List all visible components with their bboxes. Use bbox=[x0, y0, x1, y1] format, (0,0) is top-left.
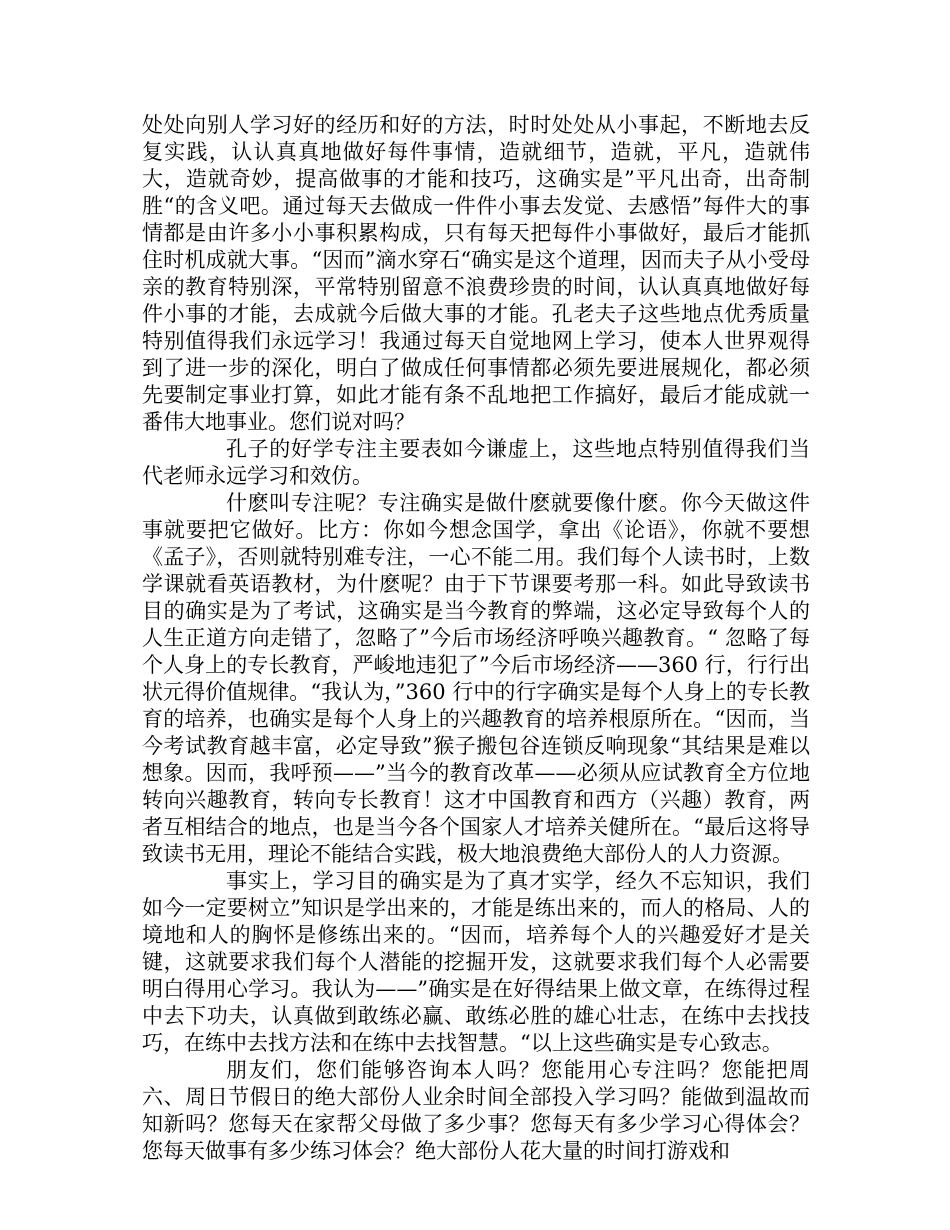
paragraph-1: 处处向别人学习好的经历和好的方法，时时处处从小事起，不断地去反复实践，认认真真地做好每件事情，造就细节，造就，平凡，造就伟大，造就奇妙，提高做事的才能和技巧，这确实是”平凡出奇，出奇制胜“的含义吧。通过每天去做成一件件小事去发觉、去感悟”每件大的事情都是由许多小小事积累构成，只有每天把每件小事做好，最后才能抓住时机成就大事。“因而”滴水穿石“确实是这个道理，因而夫子从小受母亲的教育特别深，平常特别留意不浪费珍贵的时间，认认真真地做好每件小事的才能，去成就今后做大事的才能。孔老夫子这些地点优秀质量特别值得我们永远学习！我通过每天自觉地网上学习，使本人世界观得到了进一步的深化，明白了做成任何事情都必须先要进展规化，都必须先要制定事业打算，如此才能有条不乱地把工作搞好，最后才能成就一番伟大地事业。您们说对吗？ bbox=[142, 113, 810, 434]
paragraph-2: 孔子的好学专注主要表如今谦虚上，这些地点特别值得我们当代老师永远学习和效仿。 bbox=[142, 437, 810, 488]
paragraph-4: 事实上，学习目的确实是为了真才实学，经久不忘知识，我们如今一定要树立”知识是学出来的，才能是练出来的，而人的格局、人的境地和人的胸怀是修练出来的。“因而，培养每个人的兴趣爱好才是关键，这就要求我们每个人潜能的挖掘开发，这就要求我们每个人必需要明白得用心学习。我认为——”确实是在好得结果上做文章，在练得过程中去下功夫，认真做到敢练必赢、敢练必胜的雄心壮志，在练中去找技巧，在练中去找方法和在练中去找智慧。“以上这些确实是专心致志。 bbox=[142, 869, 810, 1055]
document-body bbox=[142, 112, 810, 1165]
paragraph-5: 朋友们，您们能够咨询本人吗？您能用心专注吗？您能把周六、周日节假日的绝大部份人业余时间全部投入学习吗？能做到温故而知新吗？您每天在家帮父母做了多少事？您每天有多少学习心得体会？您每天做事有多少练习体会？绝大部份人花大量的时间打游戏和 bbox=[142, 1058, 810, 1163]
paragraph-3: 什麽叫专注呢？专注确实是做什麽就要像什麽。你今天做这件事就要把它做好。比方：你如今想念国学，拿出《论语》，你就不要想《孟子》，否则就特别难专注，一心不能二用。我们每个人读书时，上数学课就看英语教材，为什麽呢？由于下节课要考那一科。如此导致读书目的确实是为了考试，这确实是当今教育的弊端，这必定导致每个人的人生正道方向走错了，忽略了”今后市场经济呼唤兴趣教育。“ 忽略了每个人身上的专长教育，严峻地违犯了”今后市场经济——360 行，行行出状元得价值规律。“我认为，”360 行中的行字确实是每个人身上的专长教育的培养，也确实是每个人身上的兴趣教育的培养根原所在。“因而，当今考试教育越丰富，必定导致”猴子搬包谷连锁反响现象“其结果是难以想象。因而，我呼预——”当今的教育改革——必须从应试教育全方位地转向兴趣教育，转向专长教育！这才中国教育和西方（兴趣）教育，两者互相结合的地点，也是当今各个国家人才培养关健所在。“最后这将导致读书无用，理论不能结合实践，极大地浪费绝大部份人的人力资源。 bbox=[142, 491, 810, 866]
